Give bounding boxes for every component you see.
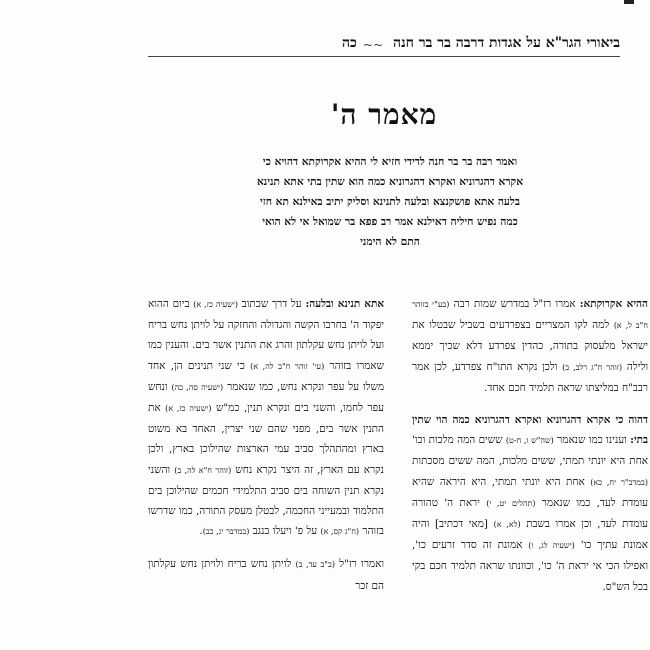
- running-header: [148, 26, 620, 52]
- intro-line: בלעה אתא פושקנצא ובלעה לתנינא וסליק יתיב באילנא תא חזי: [259, 196, 520, 208]
- right-column: [412, 294, 648, 609]
- commentary-paragraph: [412, 294, 648, 398]
- paragraph-text: ונחש עפר לחמו, והשני בים ונקרא תנין, כמ"ש: [148, 380, 384, 415]
- intro-line: ואמר רבה בר בר חנה לדידי חזיא לי ההיא אקרוקתא דהויא כי: [262, 156, 518, 168]
- paragraph-text: ששים המה מלכות וכו' אחת היא יונתי תמתי, ששים מלכות, המה ששים מסכתות: [412, 434, 648, 468]
- source-reference: (לא, א): [493, 520, 521, 530]
- commentary-paragraph: [148, 294, 384, 542]
- paragraph-text: .: [199, 525, 203, 538]
- source-reference: (במדבר יג, כב): [202, 527, 250, 537]
- left-column: [148, 294, 384, 608]
- paragraph-text: ביום ההוא יפקוד ה' בחרבו הקשה והגדולה והחזקה על לויתן נחש בריח ועל לויתן נחש עקלתון והרג את התנין אשר בים. והענין כמו שאמרו בזוהר: [148, 298, 384, 372]
- chapter-title: מאמר ה': [330, 98, 438, 131]
- lemma-heading: דהוה כי אקרא דהגרוניא ואקרא דהגרוניא כמה הוי שתין בתי:: [412, 414, 649, 447]
- paragraph-text: אמרו רז"ל במדרש שמות רבה: [449, 298, 580, 310]
- paragraph-text: יראת ה' טהורה עומדת לעד, וכן אמרו בשבת: [412, 496, 649, 531]
- source-reference: (במדב"ר יח, כא): [590, 477, 648, 487]
- source-reference: (זוהר ח"ג רלב, ב): [562, 362, 623, 372]
- source-reference: (ב"ב עד, ב): [295, 560, 335, 570]
- paragraph-text: למה לקו המצריים בצפרדעים בשביל שבטלו את ישראל מלעסוק בתורה, כהדין צפרדע דלא שכיך יממא ולילה: [412, 319, 648, 373]
- paragraph-text: אחת היא יונתי תמתי, היא היראה שהיא עומדת לעד, כמו שנאמר: [412, 475, 648, 509]
- intro-line: כמה נפיש חיליה דאילנא אמר רב פפא בר שמואל אי לא הואי: [262, 216, 518, 228]
- lemma-heading: ההיא אקרוקתא:: [579, 298, 648, 310]
- paragraph-text: אמונת זה סדר זרעים כו', ואפילו הכי אי יראת ה' כו', וכוונתו שראה תלמיד חכם בקי בכל הש"ס.: [412, 539, 648, 593]
- paragraph-text: על פ' ויעלו בנגב: [249, 525, 321, 538]
- source-reference: (ישעיה סה, כה): [171, 382, 224, 392]
- header-rule: [148, 56, 620, 57]
- paragraph-text: והשני נקרא תנין השוחה בים סביב התלמידי חכמים שהילוכן בים התלמוד ובמעייני החכמה, לבטלן מעסק התורה, כמו שדרשו בזוהר: [148, 463, 384, 538]
- header-ornament-icon: ~~: [362, 38, 384, 52]
- lemma-heading: אתא תנינא ובלעה:: [305, 298, 384, 310]
- paragraph-text: [מאי דכתיב] והיה אמונת עתיך כו': [412, 518, 648, 552]
- commentary-paragraph: [148, 554, 384, 595]
- header-title: ביאורי הגר"א על אגדות דרבה בר בר חנה: [393, 35, 620, 51]
- intro-line: אקרא דהגרוניא ואקרא דהגרוניא כמה הוא שתין בתי אתא תנינא: [256, 176, 524, 188]
- paragraph-text: ולכן נקרא התו"ח צפרדע, לכן אמר רבב"ח במליצתו שראה תלמיד חכם אחד.: [412, 360, 648, 394]
- source-reference: (עי' זוהר ח"ב לה, א): [250, 361, 325, 371]
- intro-line: התם לא הימני: [360, 236, 420, 248]
- commentary-paragraph: [412, 410, 648, 597]
- page-number: כה: [342, 35, 357, 51]
- paragraph-text: ואמרו רז"ל: [334, 558, 384, 571]
- source-reference: (בע"י בזוהר ח"ב ל, א): [412, 300, 649, 331]
- intro-passage: [176, 152, 604, 252]
- source-reference: (ישעיה כז, א): [193, 300, 238, 309]
- paragraph-text: לויתן נחש בריח ולויתן נחש עקלתון הם זכר: [148, 558, 384, 592]
- source-reference: (זוהר ח"א לה, ב): [174, 465, 232, 475]
- page-edge-mark: [624, 0, 634, 4]
- paragraph-text: על דרך שכתוב: [237, 298, 306, 310]
- paragraph-text: כי שני תנינים הן, אחד משלו על עפר ונקרא נחש, כמו שנאמר: [148, 359, 384, 393]
- paragraph-text: וענינו כמו שנאמר: [553, 434, 631, 447]
- source-reference: (ח"ג קס, א): [320, 527, 360, 537]
- paragraph-text: את התנין אשר בים, מפני שהם שני יצרין, האחד בא משוט בארץ ומהתהלך סביב עמי הארצות שהילוכן בארץ, ולכן נקרא עם הארץ, זה היצר נקרא נחש: [148, 402, 385, 476]
- source-reference: (ישעיה לג, ו): [528, 541, 575, 551]
- source-reference: (שה"ש ו, ח-ט): [505, 436, 554, 446]
- source-reference: (ישעיה כז, א): [165, 404, 212, 414]
- source-reference: (תהלים יט, י): [486, 498, 536, 508]
